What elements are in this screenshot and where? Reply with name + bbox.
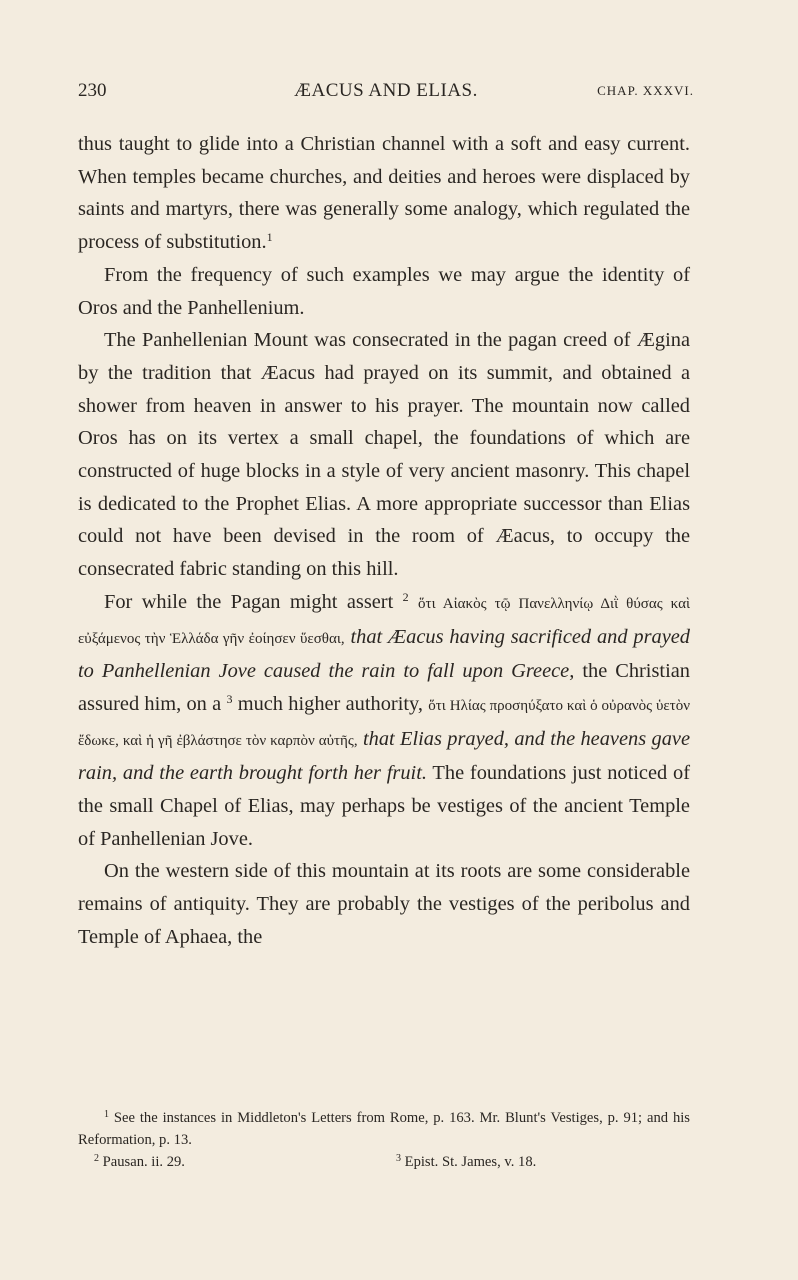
paragraph-1: thus taught to glide into a Christian channel with a soft and easy current. When temples became churches, and deities and heroes were displaced by saints and martyrs, there was generally some analogy, which regulated the process of substitution.$^1$ — [78, 133, 690, 254]
page-number: 230 — [78, 80, 107, 101]
footnote-ref-1: 1 — [266, 230, 273, 245]
paragraph-2: From the frequency of such examples we may argue the identity of Oros and the Panhellenium. — [78, 263, 690, 319]
running-header — [78, 80, 694, 108]
greek-quote-1: ὅτι Αἰακὸς τῷ Πανελληνίῳ Διῒ θύσας καὶ εὐξάμενος τὴν Ἑλλάδα γῆν ἐοίησεν ὕεσθαι, — [78, 595, 691, 647]
body-text — [78, 128, 690, 954]
paragraph-5: On the western side of this mountain at its roots are some considerable remains of antiquity. They are probably the vestiges of the peribolus and Temple of Aphaea, the — [78, 860, 690, 948]
chapter-label: CHAP. XXXVI. — [597, 83, 694, 98]
footnote-3: $^3$ Epist. St. James, v. 18. — [396, 1153, 537, 1170]
running-title: ÆACUS AND ELIAS. — [294, 80, 478, 101]
paragraph-4: For while the Pagan might assert $^2$ ὅτι Αἰακὸς τῷ Πανελληνίῳ Διῒ θύσας καὶ εὐξάμενος τὴν Ἑλλάδα γῆν ἐοίησεν ὕεσθαι, that Æacus having sacrificed and prayed to Panhellenian Jove caused the rain to fall upon Greece, the Christian assured him, on a $^3$ much higher authority, ὅτι Ηλίας προσηύξατο καὶ ὁ οὐρανὸς ὑετὸν ἔδωκε, καὶ ἡ γῆ ἐβλάστησε τὸν καρπὸν αὐτῆς, that Elias prayed, and the heavens gave rain, and the earth brought forth her fruit. The foundations just noticed of the small Chapel of Elias, may perhaps be vestiges of the ancient Temple of Panhellenian Jove. — [78, 589, 691, 850]
paragraph-3: The Panhellenian Mount was consecrated in the pagan creed of Ægina by the tradition that Æacus had prayed on its summit, and obtained a shower from heaven in answer to his prayer. The mountain now called Oros has on its vertex a small chapel, the foundations of which are constructed of huge blocks in a style of very ancient masonry. This chapel is dedicated to the Prophet Elias. A more appropriate successor than Elias could not have been devised in the room of Æacus, to occupy the consecrated fabric standing on this hill. — [78, 329, 690, 581]
footnote-1: $^1$ See the instances in Middleton's Letters from Rome, p. 163. Mr. Blunt's Vestiges, p. 91; and his Reformation, p. 13. — [78, 1109, 690, 1148]
footnote-ref-3: 3 — [226, 691, 233, 706]
translation-2: that Elias prayed, and the heavens gave rain, and the earth brought forth her fruit. — [78, 727, 690, 785]
footnote-2: $^2$ Pausan. ii. 29. — [94, 1153, 185, 1170]
translation-1: that Æacus having sacrificed and prayed to Panhellenian Jove caused the rain to fall upon Greece, — [78, 625, 690, 683]
footnotes — [78, 1107, 690, 1173]
footnotes-2-3 — [78, 1151, 690, 1173]
footnote-ref-2: 2 — [402, 589, 409, 604]
greek-quote-2: ὅτι Ηλίας προσηύξατο καὶ ὁ οὐρανὸς ὑετὸν ἔδωκε, καὶ ἡ γῆ ἐβλάστησε τὸν καρπὸν αὐτῆς, — [78, 697, 690, 749]
